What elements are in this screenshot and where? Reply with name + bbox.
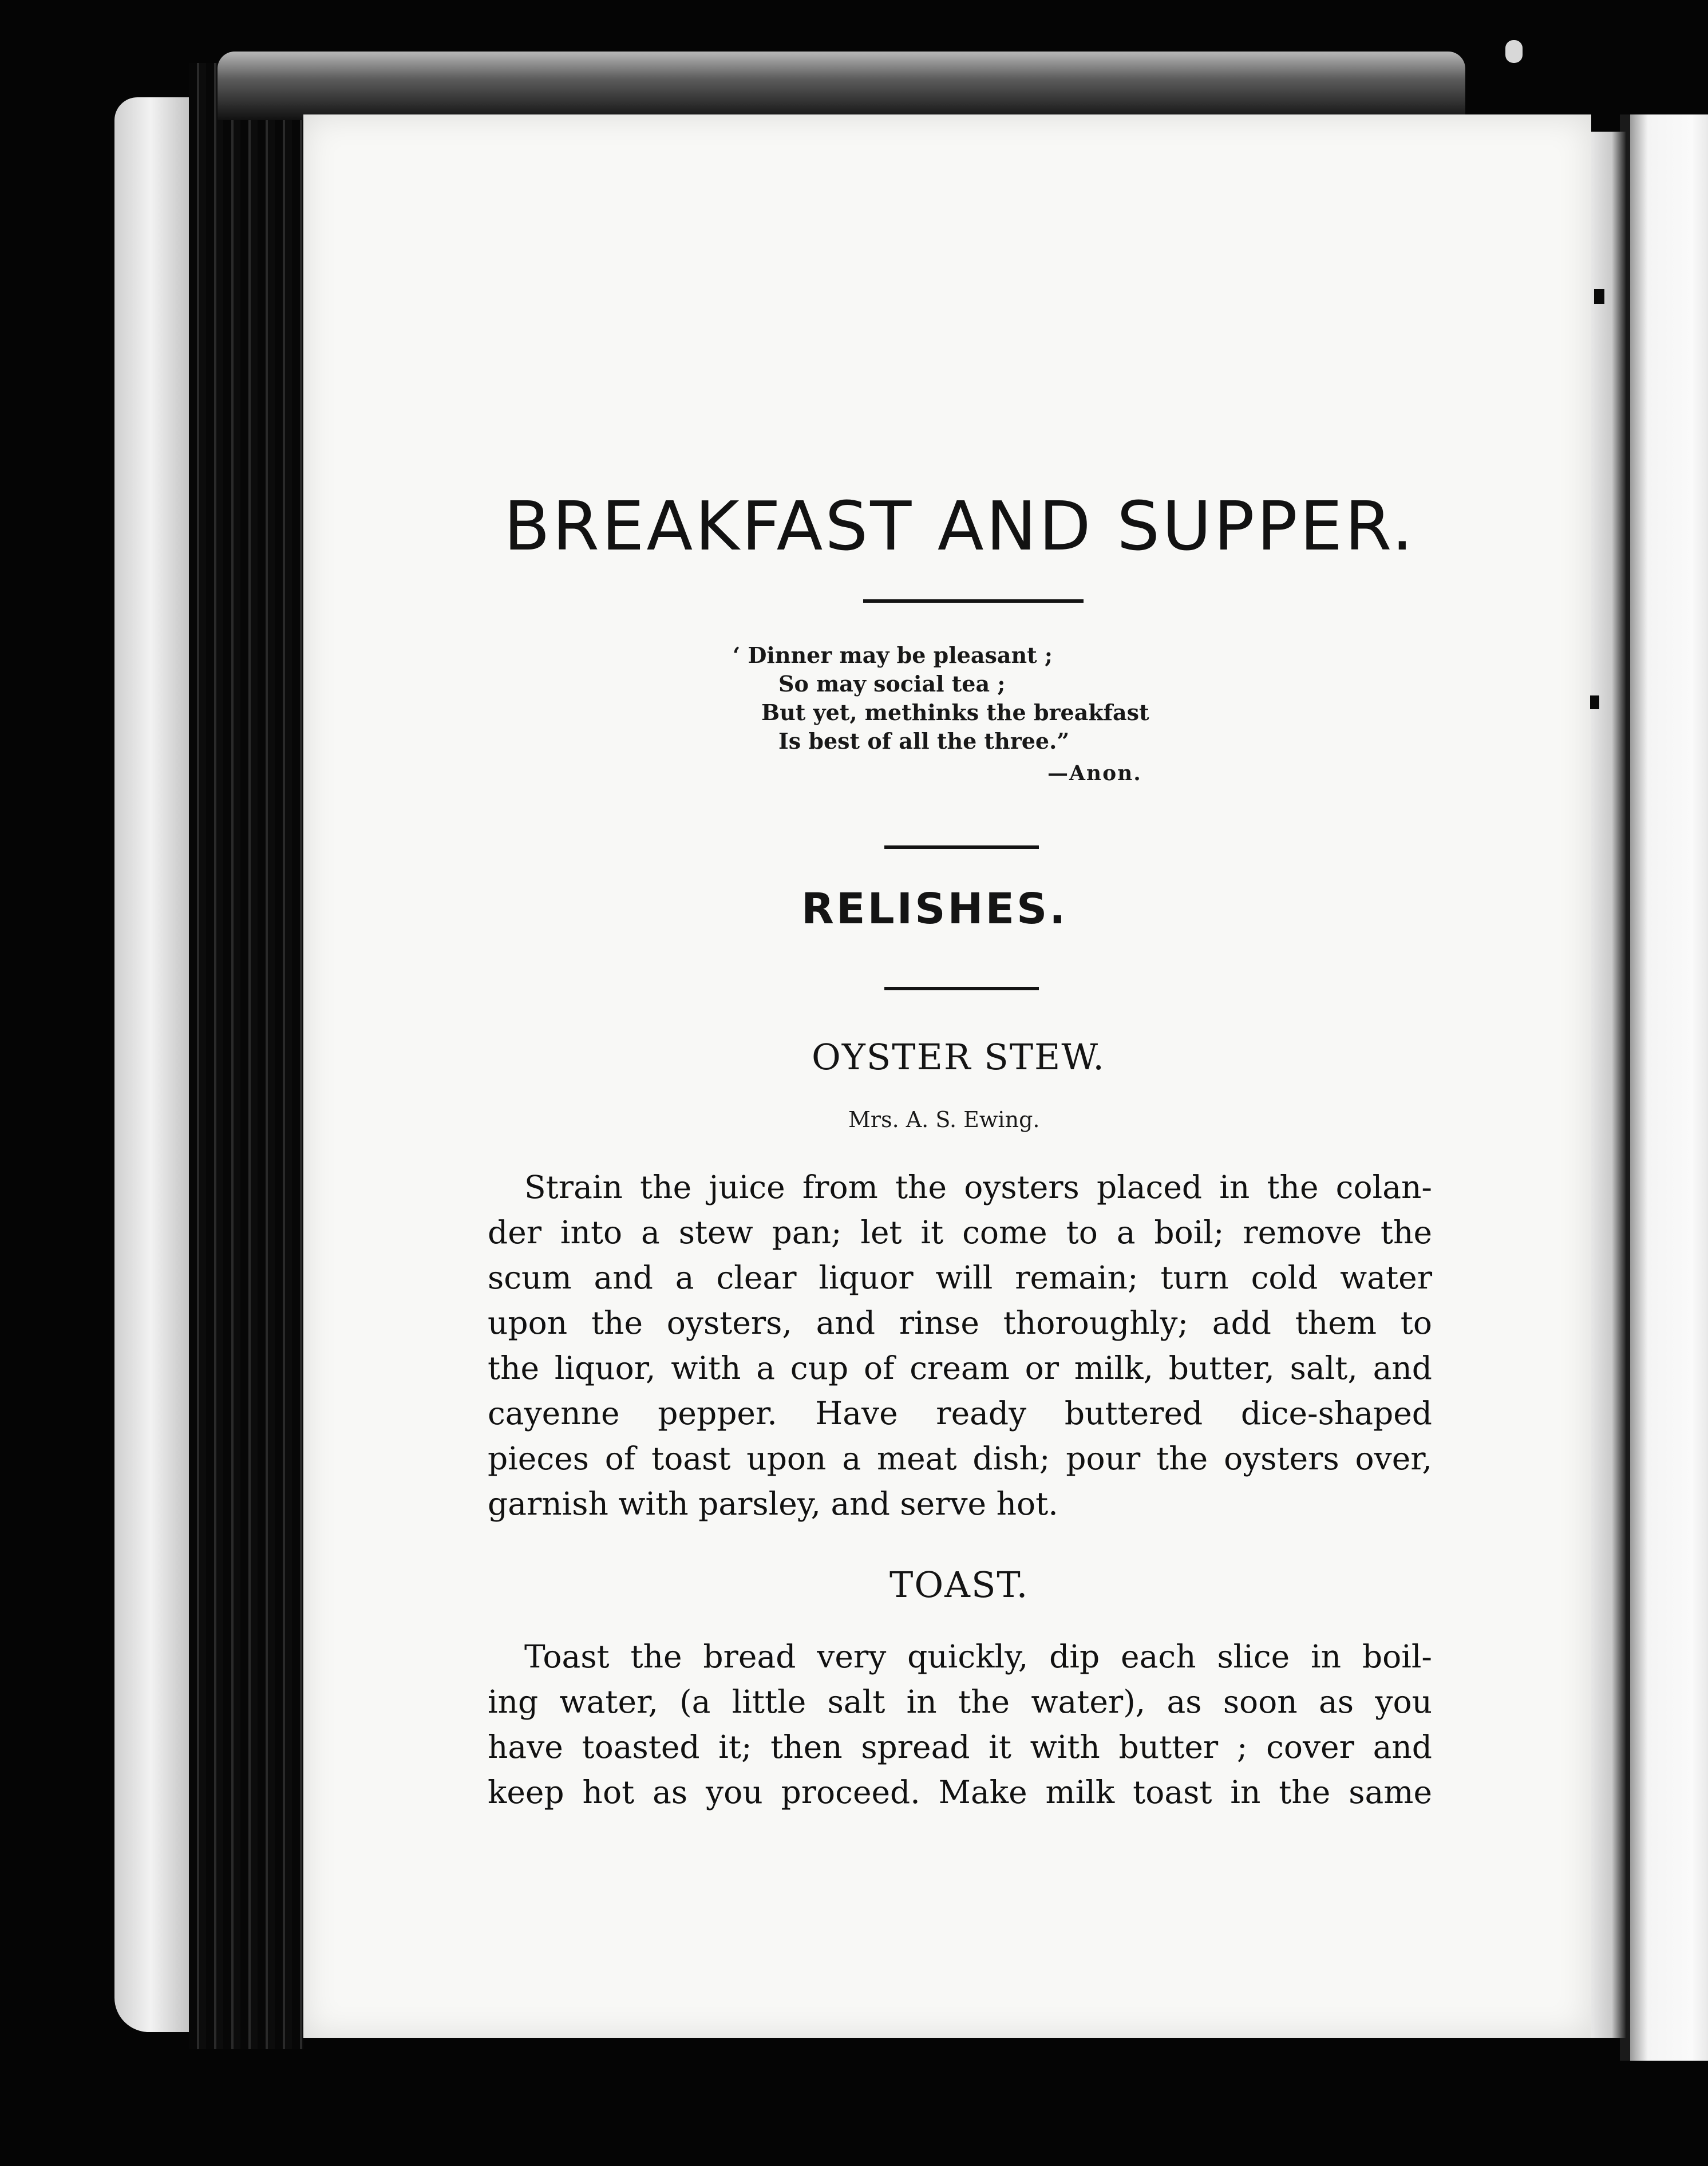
recipe-body-toast xyxy=(488,1634,1432,1815)
text-line: Toast the bread very quickly, dip each slice in boil- xyxy=(524,1638,1432,1675)
text-line: pieces of toast upon a meat dish; pour the oysters over, xyxy=(488,1440,1432,1477)
epigraph-attribution: —Anon. xyxy=(1047,761,1142,785)
text-line: scum and a clear liquor will remain; turn cold water xyxy=(488,1259,1432,1296)
epigraph-line: But yet, methinks the breakfast xyxy=(761,699,1149,725)
book-spine-left xyxy=(189,63,303,2049)
text-line: cayenne pepper. Have ready buttered dice-shaped xyxy=(488,1395,1432,1432)
recipe-author: Mrs. A. S. Ewing. xyxy=(848,1107,1040,1132)
text-line: keep hot as you proceed. Make milk toast in the same xyxy=(488,1774,1432,1811)
text-line: upon the oysters, and rinse thoroughly; add them to xyxy=(488,1305,1432,1341)
scan-mark xyxy=(1590,695,1599,709)
section-heading: RELISHES. xyxy=(801,884,1068,934)
text-line: ing water, (a little salt in the water), as soon as you xyxy=(488,1683,1432,1720)
recipe-title-toast: TOAST. xyxy=(889,1564,1029,1606)
recipe-body-oyster-stew xyxy=(488,1165,1432,1527)
text-line: Strain the juice from the oysters placed in the colan- xyxy=(524,1169,1432,1205)
text-line: the liquor, with a cup of cream or milk, butter, salt, and xyxy=(488,1350,1432,1386)
book-cover-top xyxy=(218,52,1465,120)
epigraph-line: ‘ Dinner may be pleasant ; xyxy=(733,642,1053,668)
recipe-title-oyster-stew: OYSTER STEW. xyxy=(812,1036,1105,1078)
scan-mark xyxy=(1505,40,1523,63)
text-line: der into a stew pan; let it come to a boil; remove the xyxy=(488,1214,1432,1251)
divider-rule xyxy=(863,599,1084,603)
page-title: BREAKFAST AND SUPPER. xyxy=(504,487,1416,566)
divider-rule xyxy=(884,987,1039,990)
epigraph-line: So may social tea ; xyxy=(778,671,1006,697)
scan-mark xyxy=(1594,289,1604,304)
book-edge-left xyxy=(114,97,195,2032)
text-line: garnish with parsley, and serve hot. xyxy=(488,1485,1058,1522)
epigraph-line: Is best of all the three.” xyxy=(778,728,1070,754)
facing-page-edge xyxy=(1620,114,1708,2061)
divider-rule xyxy=(884,845,1039,849)
text-line: have toasted it; then spread it with butter ; cover and xyxy=(488,1729,1432,1765)
epigraph xyxy=(733,641,1248,756)
